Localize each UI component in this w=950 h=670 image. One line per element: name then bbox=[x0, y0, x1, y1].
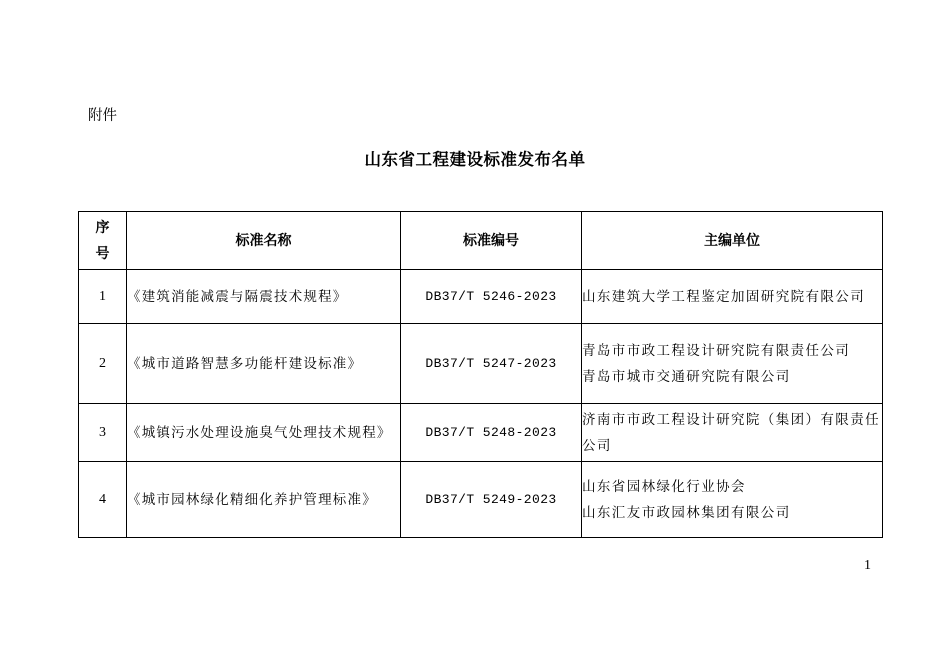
row-number: 4 bbox=[79, 462, 127, 538]
org-line: 青岛市市政工程设计研究院有限责任公司 bbox=[582, 342, 851, 359]
header-seq-line2: 号 bbox=[95, 245, 110, 262]
header-org: 主编单位 bbox=[582, 212, 883, 270]
row-number: 1 bbox=[79, 270, 127, 324]
row-number: 2 bbox=[79, 324, 127, 404]
table-header-row bbox=[79, 212, 883, 270]
standard-code: DB37/T 5249-2023 bbox=[401, 462, 582, 538]
document-title: 山东省工程建设标准发布名单 bbox=[364, 150, 586, 169]
table-row bbox=[79, 270, 883, 324]
org-line: 青岛市城市交通研究院有限公司 bbox=[582, 368, 791, 385]
chief-editor-unit bbox=[582, 404, 883, 462]
chief-editor-unit bbox=[582, 270, 883, 324]
standard-code: DB37/T 5248-2023 bbox=[401, 404, 582, 462]
chief-editor-unit bbox=[582, 324, 883, 404]
standards-table bbox=[78, 211, 883, 538]
standard-code: DB37/T 5246-2023 bbox=[401, 270, 582, 324]
table-row bbox=[79, 404, 883, 462]
standard-name: 《城市道路智慧多功能杆建设标准》 bbox=[127, 324, 401, 404]
table-row bbox=[79, 324, 883, 404]
org-line: 山东省园林绿化行业协会 bbox=[582, 478, 746, 495]
standard-name: 《建筑消能减震与隔震技术规程》 bbox=[127, 270, 401, 324]
standard-name: 《城镇污水处理设施臭气处理技术规程》 bbox=[127, 404, 401, 462]
page-number: 1 bbox=[864, 558, 871, 573]
standard-name: 《城市园林绿化精细化养护管理标准》 bbox=[127, 462, 401, 538]
table-row bbox=[79, 462, 883, 538]
header-seq-line1: 序 bbox=[95, 219, 110, 236]
org-line: 济南市市政工程设计研究院（集团）有限责任公司 bbox=[582, 411, 880, 454]
header-code: 标准编号 bbox=[401, 212, 582, 270]
org-line: 山东汇友市政园林集团有限公司 bbox=[582, 504, 791, 521]
attachment-label: 附件 bbox=[88, 108, 117, 124]
header-seq bbox=[79, 212, 127, 270]
row-number: 3 bbox=[79, 404, 127, 462]
chief-editor-unit bbox=[582, 462, 883, 538]
header-name: 标准名称 bbox=[127, 212, 401, 270]
standard-code: DB37/T 5247-2023 bbox=[401, 324, 582, 404]
org-line: 山东建筑大学工程鉴定加固研究院有限公司 bbox=[582, 288, 866, 305]
